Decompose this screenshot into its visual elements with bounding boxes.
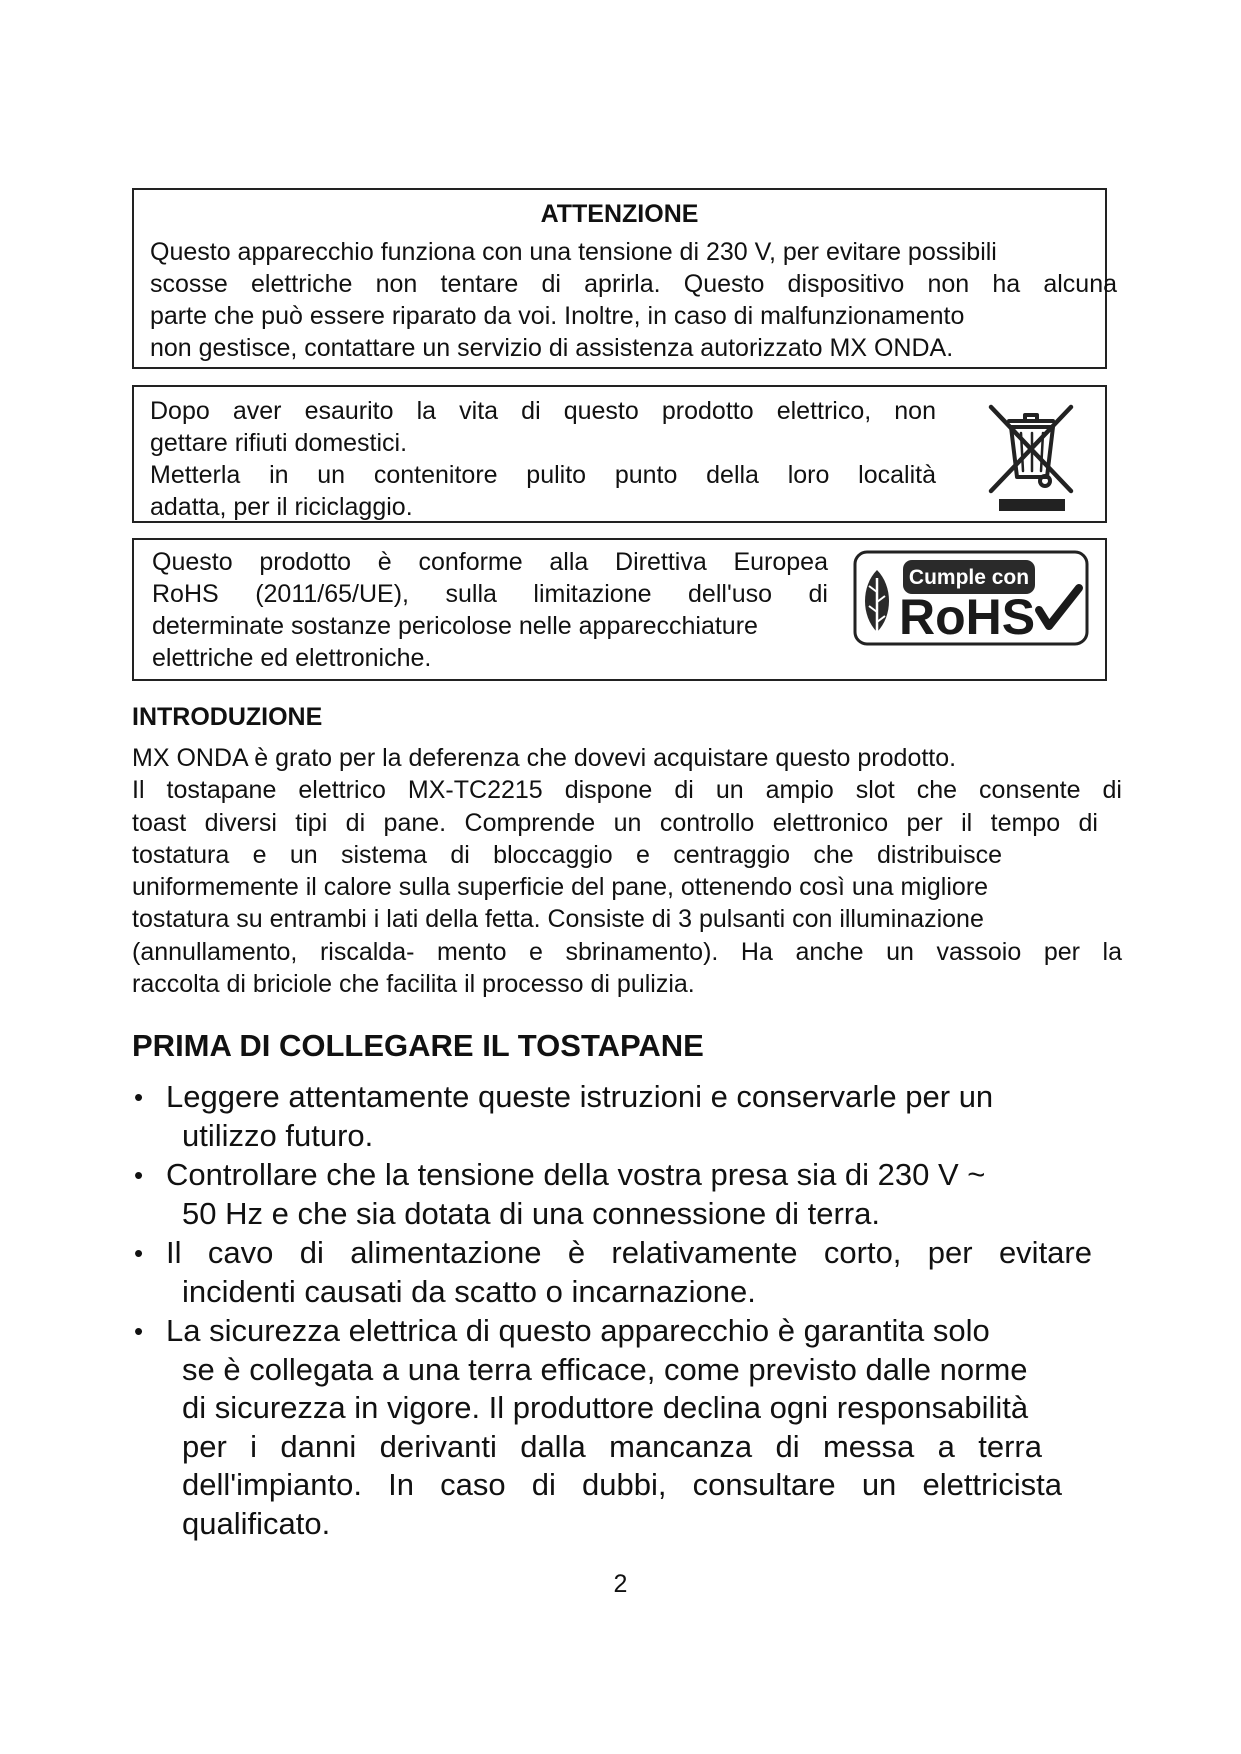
rohs-logo-main: RoHS xyxy=(899,589,1036,645)
warning-line: scosse elettriche non tentare di aprirla. Questo dispositivo non ha alcuna xyxy=(150,270,1117,298)
rohs-box xyxy=(132,538,1107,681)
bullet-icon: • xyxy=(134,1316,144,1346)
list-item-first-line: Il cavo di alimentazione è relativamente corto, per evitare xyxy=(166,1235,1092,1270)
intro-line: (annullamento, riscalda- mento e sbrinamento). Ha anche un vassoio per la xyxy=(132,937,1122,966)
warning-title: ATTENZIONE xyxy=(540,200,699,228)
before-heading: PRIMA DI COLLEGARE IL TOSTAPANE xyxy=(132,1028,704,1063)
warning-box xyxy=(132,188,1117,369)
list-item-first-line: La sicurezza elettrica di questo apparecchio è garantita solo xyxy=(166,1313,990,1348)
disposal-line: Metterla in un contenitore pulito punto della loro località xyxy=(150,461,936,489)
warning-text xyxy=(150,236,1117,364)
bullet-icon: • xyxy=(134,1082,144,1112)
list-item-line: per i danni derivanti dalla mancanza di messa a terra xyxy=(182,1428,1042,1464)
list-item-line: di sicurezza in vigore. Il produttore declina ogni responsabilità xyxy=(182,1390,1029,1425)
intro-line: uniformemente il calore sulla superficie del pane, ottenendo così una migliore xyxy=(132,873,989,902)
rohs-logo xyxy=(853,550,1089,646)
intro-line: tostatura e un sistema di bloccaggio e centraggio che distribuisce xyxy=(132,840,1002,869)
list-item-line: utilizzo futuro. xyxy=(182,1117,374,1153)
disposal-line: Dopo aver esaurito la vita di questo prodotto elettrico, non xyxy=(150,397,936,425)
intro-line: Il tostapane elettrico MX-TC2215 dispone di un ampio slot che consente di xyxy=(132,776,1122,805)
list-item-line: se è collegata a una terra efficace, come previsto dalle norme xyxy=(182,1351,1028,1387)
warning-line: non gestisce, contattare un servizio di assistenza autorizzato MX ONDA. xyxy=(150,334,954,362)
crossed-out-wheelie-bin-icon xyxy=(985,399,1077,511)
intro-heading: INTRODUZIONE xyxy=(132,703,323,731)
rohs-line: Questo prodotto è conforme alla Direttiva Europea xyxy=(152,548,828,576)
intro-line: raccolta di briciole che facilita il processo di pulizia. xyxy=(132,970,695,999)
list-item-line: dell'impianto. In caso di dubbi, consultare un elettricista xyxy=(182,1467,1062,1502)
list-item-line: 50 Hz e che sia dotata di una connessione di terra. xyxy=(182,1195,880,1231)
disposal-line: adatta, per il riciclaggio. xyxy=(150,493,413,521)
rohs-line: determinate sostanze pericolose nelle apparecchiature xyxy=(152,612,758,640)
warning-line: Questo apparecchio funziona con una tensione di 230 V, per evitare possibili xyxy=(150,238,997,266)
list-item xyxy=(132,1156,1092,1233)
list-item xyxy=(132,1078,1092,1155)
intro-body xyxy=(132,742,1122,1000)
bullet-icon: • xyxy=(134,1160,144,1190)
bullet-icon: • xyxy=(134,1238,144,1268)
list-item-first-line: Leggere attentamente queste istruzioni e conservarle per un xyxy=(166,1079,994,1114)
rohs-line: elettriche ed elettroniche. xyxy=(152,644,432,672)
list-item xyxy=(132,1234,1092,1311)
list-item-first-line: Controllare che la tensione della vostra presa sia di 230 V ~ xyxy=(166,1157,986,1192)
disposal-line: gettare rifiuti domestici. xyxy=(150,429,408,457)
rohs-text xyxy=(152,546,828,674)
warning-line: parte che può essere riparato da voi. Inoltre, in caso di malfunzionamento xyxy=(150,302,965,330)
rohs-logo-top: Cumple con xyxy=(908,566,1030,589)
page-number: 2 xyxy=(613,1570,628,1598)
intro-line: MX ONDA è grato per la deferenza che dovevi acquistare questo prodotto. xyxy=(132,744,957,772)
list-item xyxy=(132,1312,1092,1543)
intro-line: toast diversi tipi di pane. Comprende un controllo elettronico per il tempo di xyxy=(132,808,1098,837)
disposal-box xyxy=(132,385,1107,523)
intro-line: tostatura su entrambi i lati della fetta. Consiste di 3 pulsanti con illuminazione xyxy=(132,905,984,934)
list-item-line: incidenti causati da scatto o incarnazione. xyxy=(182,1273,756,1309)
disposal-text xyxy=(150,395,936,523)
rohs-line: RoHS (2011/65/UE), sulla limitazione dell'uso di xyxy=(152,580,828,608)
list-item-line: qualificato. xyxy=(182,1505,331,1541)
before-list xyxy=(132,1078,1092,1544)
